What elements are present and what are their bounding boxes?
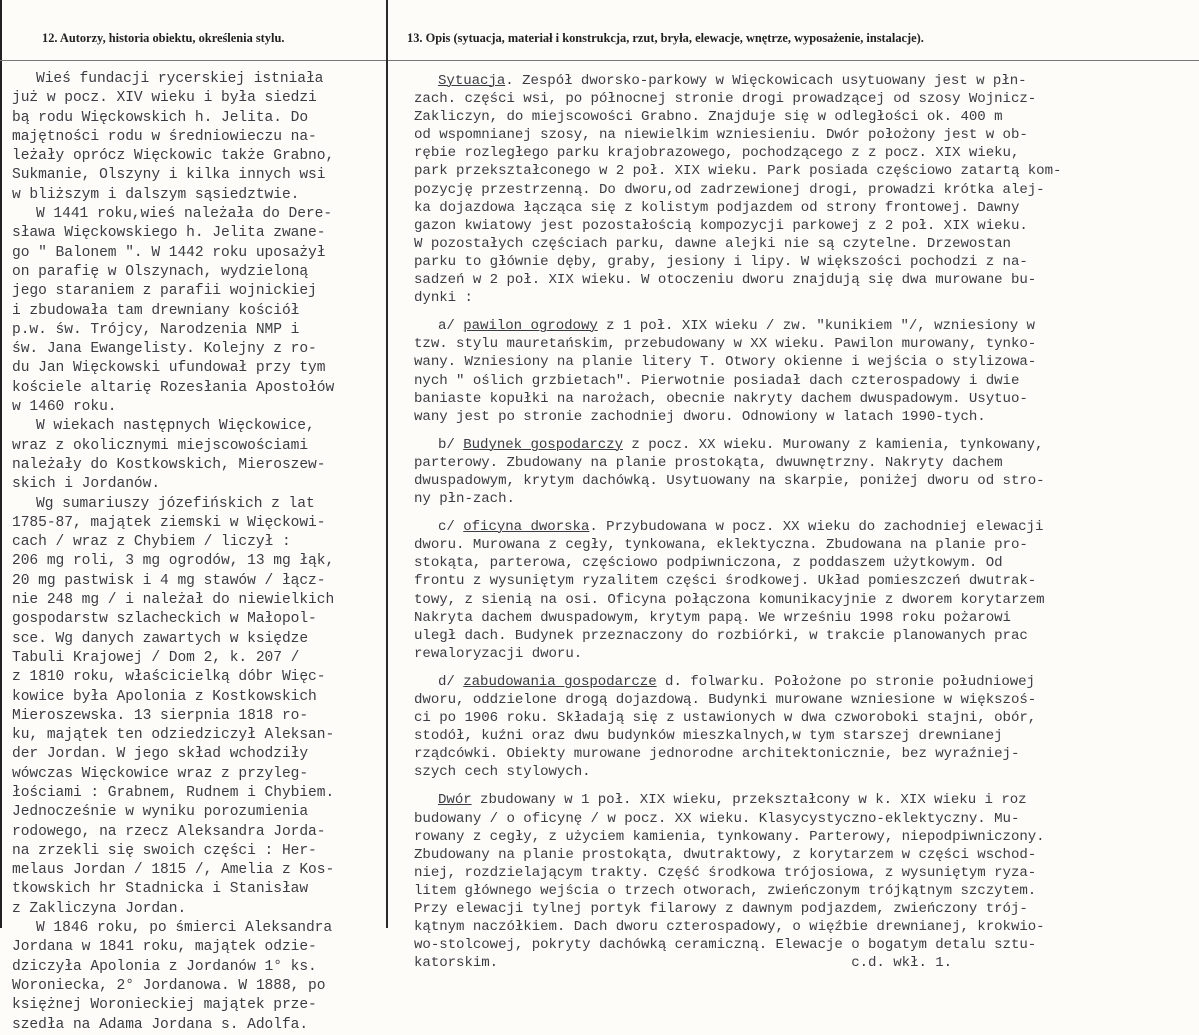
text-line: ny płn-zach. (414, 491, 515, 508)
text-line: z 1810 roku, właścicielką dóbr Więc- (12, 669, 326, 686)
text-line: tkowskich hr Stadnicka i Stanisław (12, 881, 309, 898)
text-line: majętności rodu w średniowieczu na- (12, 128, 317, 145)
text-line: litem głównego wejścia o trzech otworach, zwieńczonym trójkątnym szczytem. (414, 882, 1037, 899)
text-line: der Jordan. W jego skład wchodziły (12, 746, 309, 763)
text-line: wo-stolcowej, pokryty dachówką ceramiczną. Elewacje o bogatym detalu sztu- (414, 937, 1037, 954)
text-line: Tabuli Krajowej / Dom 2, k. 207 / (12, 649, 300, 666)
text-line: ci po 1906 roku. Składają się z ustawionych w dwa czworoboki stajni, obór, (414, 710, 1037, 727)
text-line: go " Balonem ". W 1442 roku uposażył (12, 244, 326, 261)
paragraph-gap (414, 307, 1199, 317)
text-line: Mieroszewska. 13 sierpnia 1818 ro- (12, 707, 309, 724)
text-line: d/ zabudowania gospodarcze d. folwarku. Położone po stronie południowej (438, 673, 1035, 690)
text-line: łościami : Grabnem, Rudnem i Chybiem. (12, 784, 335, 801)
text-line: Nakryta dachem dwuspadowym, krytym papą. We wrześniu 1998 roku pożarowi (414, 609, 1011, 626)
text-line: i zbudowała tam drewniany kościół (12, 302, 300, 319)
text-line: rębie rozległego parku krajobrazowego, pochodzącego z z pocz. XIX wieku, (414, 145, 1020, 162)
text-line: na zrzekli się swoich części : Her- (12, 842, 317, 859)
text-line: 1785-87, majątek ziemski w Więckowi- (12, 514, 326, 531)
text-line: parku to głównie dęby, graby, jesiony i lipy. W większości pochodzi z na- (414, 253, 1028, 270)
text-line: dziczyła Apolonia z Jordanów 1° ks. (12, 958, 317, 975)
history-paragraph (12, 417, 386, 494)
history-paragraph (12, 919, 386, 1035)
text-line: rewaloryzacji dworu. (414, 645, 583, 662)
paragraph-gap (414, 426, 1199, 436)
text-line: Zakliczyn, do miejscowości Grabno. Znajduje się w odległości ok. 400 m (414, 109, 1003, 126)
text-line: rodowego, na rzecz Aleksandra Jorda- (12, 823, 326, 840)
text-line: stokąta, parterowa, częściowo podpiwniczona, z poddaszem użytkowym. Od (414, 555, 1003, 572)
text-line: dworu. Murowana z cegły, tynkowana, eklektyczna. Zbudowana na planie pro- (414, 537, 1028, 554)
text-line: nie 248 mg / i należał do niewielkich (12, 592, 335, 609)
column-divider (386, 0, 388, 928)
text-line: szych cech stylowych. (414, 764, 591, 781)
text-line: skich i Jordanów. (12, 476, 161, 493)
text-line: dworu, oddzielone drogą dojazdową. Budynki murowane wzniesione w większoś- (414, 692, 1037, 708)
text-line: szedła na Adama Jordana s. Adolfa. (12, 1016, 309, 1033)
text-line: św. Jana Ewangelisty. Kolejny z ro- (12, 341, 317, 358)
text-line: b/ Budynek gospodarczy z pocz. XX wieku. Murowany z kamienia, tynkowany, (438, 436, 1044, 453)
text-line: sława Więckowskiego h. Jelita zwane- (12, 225, 326, 242)
text-line: w bliższym i dalszym sąsiedztwie. (12, 186, 300, 203)
text-line: park przekształconego w 2 poł. XIX wieku. Park posiada częściowo zatartą kom- (414, 163, 1062, 180)
text-line: Wg sumariuszy józefińskich z lat (36, 495, 315, 512)
text-line: kowice była Apolonia z Kostkowskich (12, 688, 317, 705)
section-label: Dwór (438, 792, 472, 809)
text-line: nych " oślich grzbietach". Pierwotnie posiadał dach czterospadowy i dwie (414, 372, 1020, 389)
text-line: W wiekach następnych Więckowice, (36, 418, 315, 435)
text-line: dynki : (414, 290, 473, 307)
history-column (12, 70, 386, 1033)
page-left-border (0, 0, 2, 928)
text-line: 206 mg roli, 3 mg ogrodów, 13 mg łąk, (12, 553, 335, 570)
text-line: kościele altarię Rozesłania Apostołów (12, 379, 335, 396)
header-rule (0, 60, 1199, 61)
text-line: rządcówki. Obiekty murowane jednorodne architektonicznie, bez wyraźniej- (414, 746, 1020, 763)
text-line: tzw. stylu mauretańskim, przebudowany w XX wieku. Pawilon murowany, tynko- (414, 336, 1037, 353)
text-line: wany. Wzniesiony na planie litery T. Otwory okienne i wejścia o stylizowa- (414, 354, 1037, 371)
text-line: W 1441 roku,wieś należała do Dere- (36, 206, 333, 223)
history-paragraph (12, 70, 386, 205)
text-line: Woroniecka, 2° Jordanowa. W 1888, po (12, 977, 326, 994)
section-13-heading: 13. Opis (sytuacja, materiał i konstrukcja, rzut, bryła, elewacje, wnętrze, wyposażenie, instalacje). (407, 31, 924, 45)
description-paragraph (414, 673, 1199, 782)
text-line: Jordana w 1841 roku, majątek odzie- (12, 939, 317, 956)
text-line: towy, z sienią na osi. Oficyna połączona komunikacyjnie z dworem korytarzem (414, 591, 1045, 608)
text-line: z Zakliczyna Jordan. (12, 900, 187, 917)
text-line: księżnej Woronieckiej majątek prze- (12, 997, 317, 1014)
description-paragraph (414, 317, 1199, 426)
text-line: zach. części wsi, po północnej stronie drogi prowadzącej od szosy Wojnicz- (414, 91, 1037, 108)
history-paragraph (12, 495, 386, 920)
text-line: Wieś fundacji rycerskiej istniała (36, 71, 324, 87)
text-line: wany jest po stronie zachodniej dworu. Odnowiony w latach 1990-tych. (414, 408, 986, 425)
text-line: uległ dach. Budynek przeznaczony do rozbiórki, w trakcie planowanych prac (414, 627, 1028, 644)
description-paragraph (414, 436, 1199, 508)
text-line: jego staraniem z parafii wojnickiej (12, 283, 317, 300)
text-line: on parafię w Olszynach, wydzieloną (12, 263, 309, 280)
paragraph-gap (414, 508, 1199, 518)
section-label: pawilon ogrodowy (463, 318, 598, 335)
text-line: wówczas Więckowice wraz z przyleg- (12, 765, 309, 782)
text-line: pozycję przestrzenną. Do dworu,od zadrzewionej drogi, prowadzi krótka alej- (414, 181, 1045, 198)
text-line: parterowy. Zbudowany na planie prostokąta, dwuwnętrzny. Nakryty dachem (414, 454, 1003, 471)
text-line: leżały oprócz Więckowic także Grabno, (12, 148, 335, 165)
text-line: W pozostałych częściach parku, dawne alejki nie są czytelne. Drzewostan (414, 235, 1011, 252)
text-line: gazon kwiatowy jest pozostałością kompozycji parkowej z 2 poł. XIX wieku. (414, 217, 1028, 234)
paragraph-gap (414, 781, 1199, 791)
text-line: należały do Kostkowskich, Mieroszew- (12, 456, 326, 473)
section-label: Sytuacja (438, 73, 506, 89)
text-line: c/ oficyna dworska. Przybudowana w pocz. XX wieku do zachodniej elewacji (438, 519, 1044, 536)
text-line: melaus Jordan / 1815 /, Amelia z Kos- (12, 862, 335, 879)
text-line: frontu z wysuniętym ryzalitem części środkowej. Układ pomieszczeń dwutrak- (414, 573, 1037, 590)
text-line: niej, rozdzielającym trakty. Część środkowa trójosiowa, z wysuniętym ryza- (414, 864, 1037, 881)
text-line: w 1460 roku. (12, 399, 117, 416)
text-line: Sukmanie, Olszyny i kilka innych wsi (12, 167, 326, 184)
text-line: rowany z cegły, z użyciem kamienia, tynkowany. Parterowy, niepodpiwniczony. (414, 828, 1045, 845)
paragraph-gap (414, 663, 1199, 673)
text-line: a/ pawilon ogrodowy z 1 poł. XIX wieku / zw. "kunikiem "/, wzniesiony w (438, 318, 1035, 335)
text-line: p.w. św. Trójcy, Narodzenia NMP i (12, 321, 300, 338)
text-line: sce. Wg danych zawartych w księdze (12, 630, 309, 647)
section-12-heading: 12. Autorzy, historia obiektu, określenia stylu. (42, 31, 285, 45)
history-paragraph (12, 205, 386, 417)
text-line: bą rodu Więckowskich h. Jelita. Do (12, 109, 309, 126)
text-line: Zbudowany na planie prostokąta, dwutraktowy, z korytarzem w części wschod- (414, 846, 1037, 863)
text-line: wraz z okolicznymi miejscowościami (12, 437, 309, 454)
section-label: zabudowania gospodarcze (463, 673, 657, 690)
text-line: dwuspadowym, krytym dachówką. Usytuowany na skarpie, poniżej dworu od stro- (414, 472, 1045, 489)
text-line: sadzeń w 2 poł. XIX wieku. W otoczeniu dworu znajdują się dwa murowane bu- (414, 272, 1037, 289)
text-line: du Jan Więckowski ufundował przy tym (12, 360, 326, 377)
text-line: ka dojazdowa łącząca się z kolistym podjazdem od strony frontowej. Dawny (414, 199, 1020, 216)
text-line: Dwór zbudowany w 1 poł. XIX wieku, przekształcony w k. XIX wieku i roz (438, 792, 1027, 809)
text-line: 20 mg pastwisk i 4 mg stawów / łącz- (12, 572, 326, 589)
description-paragraph (414, 72, 1199, 307)
text-line: budowany / o oficynę / w pocz. XX wieku. Klasycystyczno-eklektyczny. Mu- (414, 810, 1020, 827)
description-paragraph (414, 791, 1199, 972)
description-column (414, 72, 1199, 972)
text-line: Jednocześnie w wyniku porozumienia (12, 804, 309, 821)
text-line: już w pocz. XIV wieku i była siedzi (12, 90, 317, 107)
text-line: kątnym naczółkiem. Dach dworu czterospadowy, o więźbie drewnianej, krokwio- (414, 919, 1045, 936)
text-line: Przy elewacji tylnej portyk filarowy z dawnym podjazdem, zwieńczony trój- (414, 901, 1028, 918)
text-line: baniaste kopułki na narożach, obecnie nakryty dachem dwuspadowym. Usytuo- (414, 390, 1028, 407)
text-line: Sytuacja. Zespół dworsko-parkowy w Więckowicach usytuowany jest w płn- (438, 73, 1027, 89)
text-line: ku, majątek ten odziedziczył Aleksan- (12, 727, 335, 744)
text-line: W 1846 roku, po śmierci Aleksandra (36, 920, 333, 937)
section-label: Budynek gospodarczy (463, 436, 623, 453)
text-line: od wspomnianej szosy, na niewielkim wzniesieniu. Dwór położony jest w ob- (414, 127, 1028, 144)
section-label: oficyna dworska (463, 519, 590, 536)
text-line: stodół, kuźni oraz dwu budynków mieszkalnych,w tym starszej drewnianej (414, 728, 1003, 745)
text-line: katorskim. c.d. wkł. 1. (414, 955, 953, 972)
text-line: cach / wraz z Chybiem / liczył : (12, 534, 291, 551)
description-paragraph (414, 518, 1199, 663)
text-line: gospodarstw szlacheckich w Małopol- (12, 611, 317, 628)
